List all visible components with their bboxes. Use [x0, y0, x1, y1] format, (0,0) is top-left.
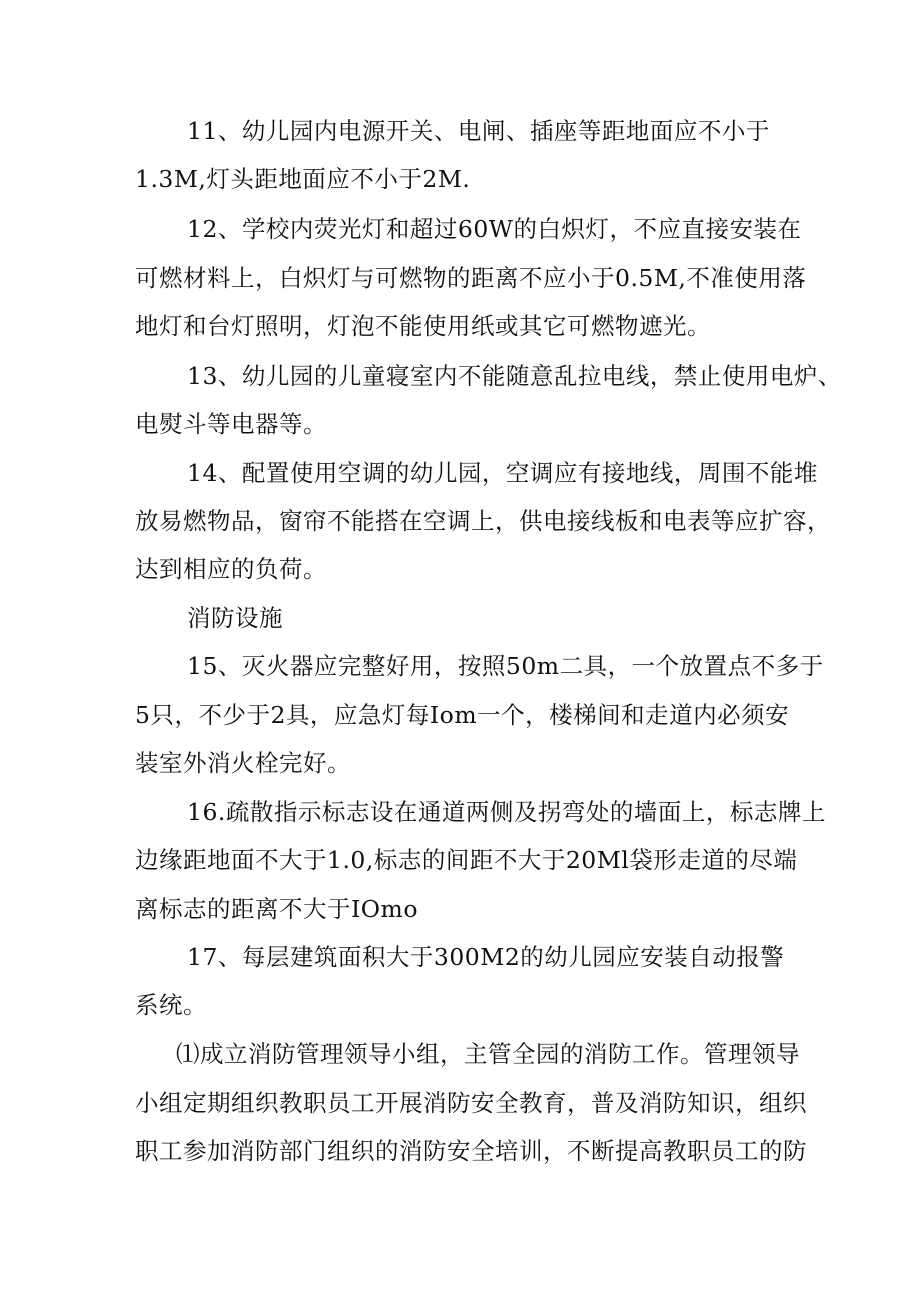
para-item-1-line-3: 职工参加消防部门组织的消防安全培训，不断提高教职员工的防	[135, 1137, 807, 1165]
para-12-line-1: 12、学校内荧光灯和超过60W的白炽灯，不应直接安装在	[187, 215, 802, 243]
para-12-line-2: 可燃材料上，白炽灯与可燃物的距离不应小于0.5M,不准使用落	[135, 264, 807, 292]
section-heading-fire-facilities: 消防设施	[187, 604, 283, 632]
para-15-line-3: 装室外消火栓完好。	[135, 749, 351, 777]
para-15-line-2: 5只，不少于2具，应急灯每Iom一个，楼梯间和走道内必须安	[135, 701, 790, 729]
para-11-line-1: 11、幼儿园内电源开关、电闸、插座等距地面应不小于	[187, 117, 770, 145]
para-16-line-2: 边缘距地面不大于1.0,标志的间距不大于20Ml袋形走道的尽端	[135, 846, 798, 874]
para-item-1-line-2: 小组定期组织教职员工开展消防安全教育，普及消防知识，组织	[135, 1089, 807, 1117]
para-14-line-2: 放易燃物品，窗帘不能搭在空调上，供电接线板和电表等应扩容，	[135, 507, 831, 535]
para-item-1-line-1: ⑴成立消防管理领导小组，主管全园的消防工作。管理领导	[176, 1040, 800, 1068]
para-12-line-3: 地灯和台灯照明，灯泡不能使用纸或其它可燃物遮光。	[135, 312, 711, 340]
para-14-line-1: 14、配置使用空调的幼儿园，空调应有接地线，周围不能堆	[187, 459, 818, 487]
para-17-line-2: 系统。	[135, 991, 207, 1019]
para-13-line-1: 13、幼儿园的儿童寝室内不能随意乱拉电线，禁止使用电炉、	[187, 362, 842, 390]
para-15-line-1: 15、灭火器应完整好用，按照50m二具，一个放置点不多于	[187, 652, 824, 680]
para-16-line-3: 离标志的距离不大于IOmo	[135, 895, 418, 923]
para-16-line-1: 16.疏散指示标志设在通道两侧及拐弯处的墙面上，标志牌上	[187, 798, 826, 826]
para-17-line-1: 17、每层建筑面积大于300M2的幼儿园应安装自动报警	[187, 943, 785, 971]
para-11-line-2: 1.3M,灯头距地面应不小于2M.	[135, 165, 471, 193]
para-13-line-2: 电熨斗等电器等。	[135, 410, 327, 438]
para-14-line-3: 达到相应的负荷。	[135, 555, 327, 583]
